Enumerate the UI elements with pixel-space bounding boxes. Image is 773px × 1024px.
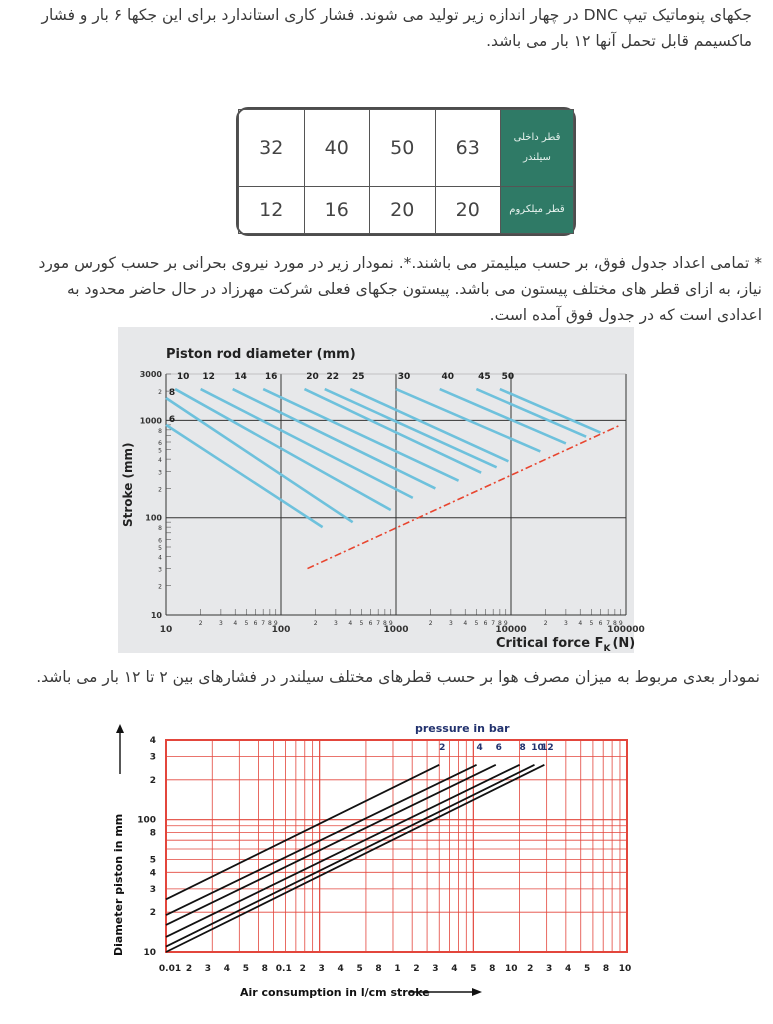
x-tick-label: 10 <box>504 964 518 974</box>
x-tick-label: 0.1 <box>275 964 292 974</box>
y-tick-label: 3000 <box>139 370 162 379</box>
y-tick-label: 10 <box>150 611 162 620</box>
x-tick-label: 10000 <box>495 625 527 635</box>
y-tick-label: 4 <box>149 868 156 879</box>
x-tick-label: 10 <box>159 625 173 635</box>
series-label: 8 <box>519 743 526 753</box>
x-tick-label: 5 <box>356 964 363 974</box>
y-tick-label: 8 <box>158 525 162 533</box>
series-label: 8 <box>168 387 176 398</box>
x-tick-label: 6 <box>253 620 258 627</box>
y-tick-label: 5 <box>158 447 162 455</box>
series-line-12 <box>166 765 544 952</box>
x-tick-label: 8 <box>375 964 382 974</box>
x-tick-label: 8 <box>382 620 387 627</box>
series-label: 45 <box>478 372 491 383</box>
series-line-6 <box>166 765 496 925</box>
x-arrowhead-icon <box>472 988 482 996</box>
x-tick-label: 9 <box>503 620 508 627</box>
y-tick-label: 4 <box>158 554 162 562</box>
x-tick-label: 4 <box>348 620 353 627</box>
x-tick-label: 3 <box>333 620 338 627</box>
y-tick-label: 100 <box>145 513 162 523</box>
y-tick-label: 3 <box>158 566 162 574</box>
x-tick-label: 6 <box>598 620 603 627</box>
x-tick-label: 2 <box>543 620 548 627</box>
y-tick-label: 6 <box>158 440 162 448</box>
next-paragraph: نمودار بعدی مربوط به میزان مصرف هوا بر حسب قطرهای مختلف سیلندر در فشارهای بین ۲ تا ۱۲ بار می باشد. <box>36 668 760 686</box>
x-tick-label: 4 <box>223 964 231 974</box>
y-tick-label: 4 <box>149 736 156 746</box>
chart-title: Piston rod diameter (mm) <box>166 347 356 362</box>
x-tick-label: 6 <box>483 620 488 627</box>
x-tick-label: 7 <box>606 620 611 627</box>
x-tick-label: 1 <box>394 964 401 974</box>
series-label: 10 <box>531 743 544 753</box>
note-paragraph: * تمامی اعداد جدول فوق، بر حسب میلیمتر می باشند.*. نمودار زیر در مورد نیروی بحرانی بر حسب کورس مورد نیاز، به ازای قطر های مختلف پیستون می باشد. پیستون جکهای فعلی شرکت مهرزاد در حال حاضر محدود به اعدادی است که در جدول فوق آمده است. <box>38 254 762 324</box>
x-tick-label: 8 <box>261 964 268 974</box>
x-tick-label: 2 <box>198 620 203 627</box>
series-label: 40 <box>441 372 454 383</box>
y-tick-label: 1000 <box>139 416 162 426</box>
row-header-rod-diameter: قطر میلکروم <box>501 187 574 234</box>
x-tick-label: 4 <box>564 964 572 974</box>
x-tick-label: 2 <box>299 964 306 974</box>
y-axis-label: Stroke (mm) <box>121 442 135 527</box>
x-tick-label: 3 <box>318 964 325 974</box>
chart-title: pressure in bar <box>415 722 510 735</box>
series-label: 20 <box>306 372 319 383</box>
y-tick-label: 2 <box>158 486 162 494</box>
series-label: 25 <box>351 372 365 383</box>
y-tick-label: 2 <box>149 775 156 786</box>
x-tick-label: 5 <box>589 620 594 627</box>
y-tick-label: 5 <box>149 855 156 866</box>
x-axis-label: Air consumption in l/cm stroke <box>240 986 430 999</box>
y-arrowhead-icon <box>116 724 124 733</box>
plot-frame <box>166 740 627 952</box>
x-tick-label: 5 <box>242 964 249 974</box>
x-tick-label: 5 <box>470 964 477 974</box>
y-tick-label: 100 <box>137 815 156 826</box>
x-tick-label: 6 <box>368 620 373 627</box>
y-tick-label: 3 <box>149 752 156 763</box>
series-label: 50 <box>501 372 515 383</box>
x-tick-label: 8 <box>489 964 496 974</box>
table-cell: 12 <box>239 187 305 234</box>
x-tick-label: 3 <box>218 620 223 627</box>
row-header-bore-diameter: قطر داخلی سیلندر <box>501 110 574 187</box>
x-tick-label: 3 <box>448 620 453 627</box>
air-consumption-chart <box>108 718 638 1008</box>
y-tick-label: 10 <box>143 948 156 958</box>
x-tick-label: 0.01 <box>158 964 182 974</box>
x-axis-label-text: Critical force F <box>496 636 604 651</box>
chart-background <box>118 327 634 653</box>
series-label: 6 <box>168 414 176 425</box>
x-tick-label: 5 <box>583 964 591 974</box>
x-tick-label: 3 <box>432 964 439 974</box>
x-axis-label-subscript: K <box>603 644 611 654</box>
x-tick-label: 3 <box>563 620 568 627</box>
x-tick-label: 4 <box>463 620 468 627</box>
x-tick-label: 9 <box>273 620 278 627</box>
x-tick-label: 4 <box>233 620 238 627</box>
series-line-10 <box>166 765 534 947</box>
x-tick-label: 4 <box>578 620 583 627</box>
x-axis-label-unit: (N) <box>612 636 636 651</box>
table-cell: 32 <box>239 110 305 187</box>
x-tick-label: 100 <box>271 625 291 635</box>
x-tick-label: 9 <box>388 620 393 627</box>
x-tick-label: 8 <box>267 620 272 627</box>
y-tick-label: 2 <box>158 389 162 397</box>
table-row <box>239 110 574 187</box>
series-label: 12 <box>202 372 215 383</box>
y-tick-label: 2 <box>158 583 162 591</box>
y-tick-label: 3 <box>149 884 156 895</box>
intro-paragraph: جکهای پنوماتیک تیپ DNC در چهار اندازه زیر تولید می شوند. فشار کاری استاندارد برای این جکها ۶ بار و فشار ماکسیمم قابل تحمل آنها ۱۲ بار می باشد. <box>41 6 752 50</box>
table-row <box>239 187 574 234</box>
table-cell: 20 <box>435 187 501 234</box>
x-tick-label: 2 <box>527 964 534 974</box>
y-tick-label: 8 <box>149 828 156 839</box>
series-label: 12 <box>541 743 554 753</box>
table-cell: 40 <box>304 110 370 187</box>
x-tick-label: 3 <box>546 964 553 974</box>
x-tick-label: 2 <box>185 964 193 974</box>
y-tick-label: 4 <box>158 457 162 465</box>
x-tick-label: 4 <box>337 964 344 974</box>
critical-force-chart <box>118 327 645 654</box>
y-axis-label: Diameter piston in mm <box>112 813 125 956</box>
x-tick-label: 2 <box>428 620 433 627</box>
y-tick-label: 6 <box>158 537 162 545</box>
series-label: 30 <box>397 372 411 383</box>
series-label: 6 <box>495 743 502 753</box>
x-tick-label: 8 <box>602 964 610 974</box>
x-tick-label: 5 <box>359 620 364 627</box>
x-tick-label: 2 <box>413 964 420 974</box>
table-cell: 16 <box>304 187 370 234</box>
x-tick-label: 10 <box>618 964 632 974</box>
table-cell: 20 <box>370 187 436 234</box>
x-tick-label: 5 <box>244 620 249 627</box>
x-tick-label: 7 <box>491 620 496 627</box>
spec-table <box>236 107 576 236</box>
x-tick-label: 9 <box>618 620 623 627</box>
series-label: 16 <box>264 372 278 383</box>
table-cell: 50 <box>370 110 436 187</box>
x-tick-label: 5 <box>474 620 479 627</box>
x-tick-label: 4 <box>451 964 458 974</box>
x-tick-label: 7 <box>376 620 381 627</box>
y-tick-label: 2 <box>149 908 156 919</box>
series-label: 22 <box>326 372 339 383</box>
x-tick-label: 100000 <box>607 625 645 635</box>
series-label: 14 <box>234 372 247 383</box>
x-tick-label: 8 <box>612 620 617 627</box>
table-cell: 63 <box>435 110 501 187</box>
x-tick-label: 1000 <box>383 625 409 635</box>
series-label: 4 <box>476 743 483 753</box>
x-tick-label: 2 <box>313 620 318 627</box>
x-tick-label: 8 <box>497 620 502 627</box>
series-label: 2 <box>439 743 446 753</box>
y-tick-label: 8 <box>158 427 162 435</box>
x-tick-label: 3 <box>204 964 212 974</box>
series-label: 10 <box>176 372 190 383</box>
y-tick-label: 3 <box>158 469 162 477</box>
y-tick-label: 5 <box>158 544 162 552</box>
x-tick-label: 7 <box>261 620 266 627</box>
